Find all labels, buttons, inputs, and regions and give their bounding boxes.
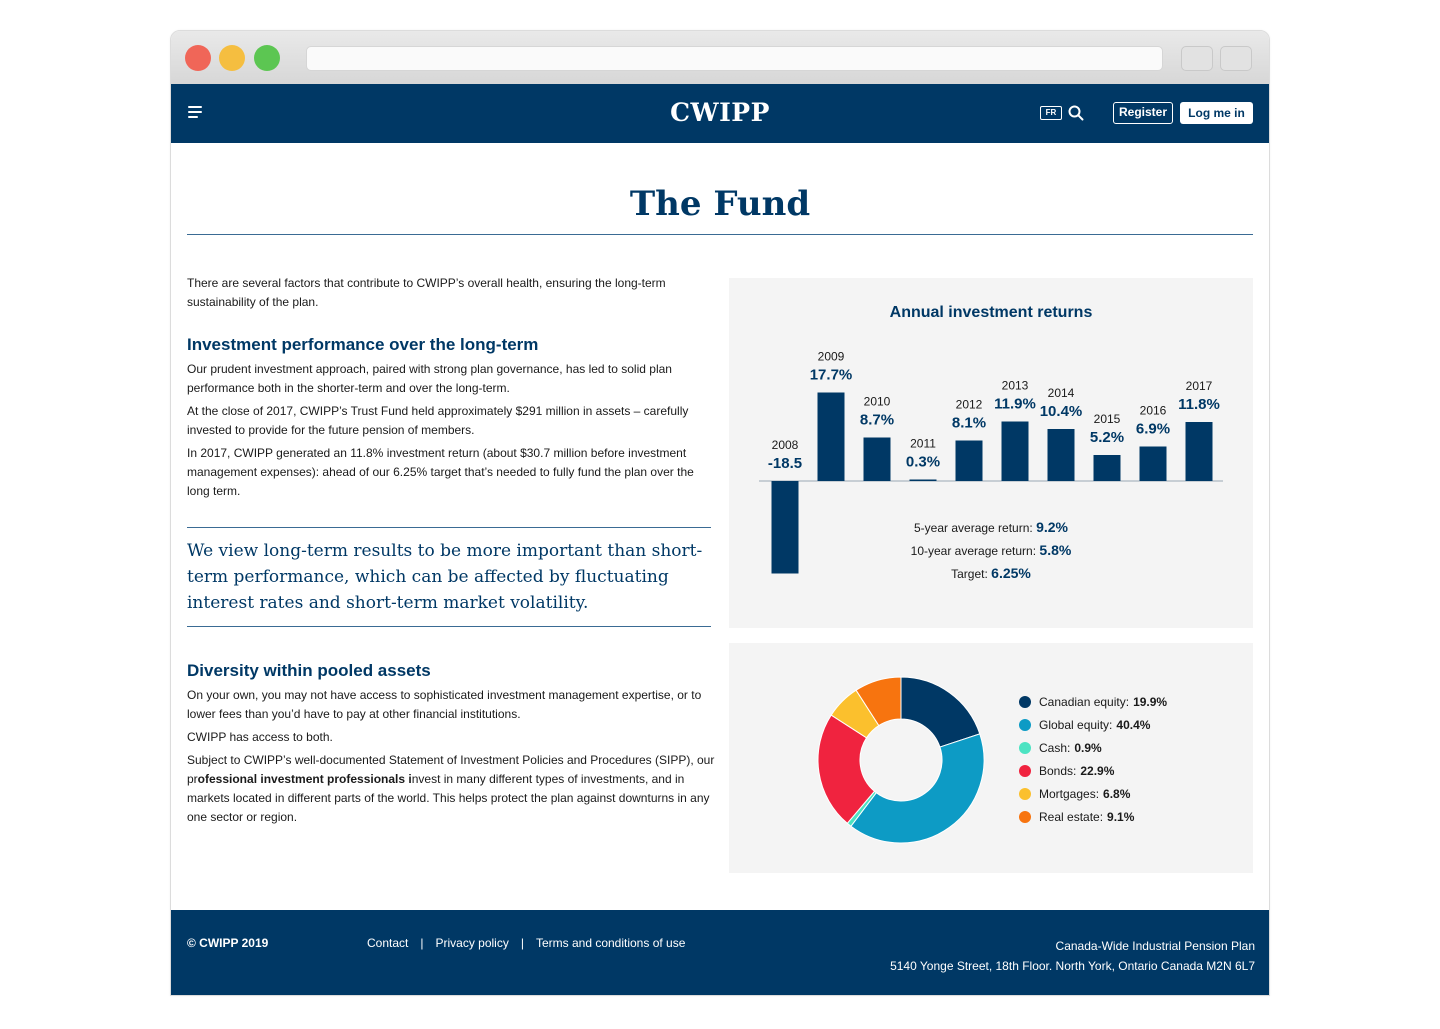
main-content (187, 274, 715, 827)
performance-paragraph-1: Our prudent investment approach, paired with strong plan governance, has led to solid plan performance both in the shorter-term and over the long-term. (187, 362, 672, 395)
bar-year-label: 2008 (771, 438, 799, 452)
bar-2015 (1094, 455, 1121, 481)
legend-swatch (1019, 811, 1031, 823)
legend-swatch (1019, 742, 1031, 754)
legend-item-global-equity: Global equity: 40.4% (1019, 718, 1167, 741)
browser-window (170, 30, 1270, 996)
bar-year-label: 2010 (863, 394, 891, 409)
footer-links (367, 936, 685, 950)
chart-title: Annual investment returns (889, 304, 1093, 321)
bar-2010 (864, 438, 891, 482)
org-name: Canada-Wide Industrial Pension Plan (1055, 939, 1255, 953)
bar-2016 (1140, 447, 1167, 482)
bar-value-label: -18.5 (767, 455, 803, 472)
close-window-button[interactable] (185, 45, 211, 71)
bar-value-label: 8.7% (859, 411, 895, 429)
address-bar[interactable] (306, 46, 1163, 71)
bar-year-label: 2012 (955, 397, 983, 412)
performance-paragraph-3: In 2017, CWIPP generated an 11.8% investment return (about $30.7 million before investment management expenses): ahead of our 6.25% target that’s needed to fully fund the plan over the long term. (187, 446, 694, 498)
asset-mix-donut-chart (729, 643, 989, 873)
diversity-paragraph-2: CWIPP has access to both. (187, 730, 333, 744)
legend-item-bonds: Bonds: 22.9% (1019, 764, 1167, 787)
bar-year-label: 2011 (910, 436, 936, 451)
donut-slice-canadian-equity (901, 677, 980, 747)
legend-item-real-estate: Real estate: 9.1% (1019, 810, 1167, 833)
bar-value-label: 11.9% (994, 395, 1036, 413)
bar-2014 (1048, 429, 1075, 481)
site-footer (171, 910, 1270, 996)
legend-swatch (1019, 765, 1031, 777)
legend-item-cash: Cash: 0.9% (1019, 741, 1167, 764)
asset-mix-panel (729, 643, 1253, 873)
language-toggle[interactable]: FR (1040, 106, 1062, 120)
legend-swatch (1019, 696, 1031, 708)
returns-chart-panel (729, 278, 1253, 628)
bar-value-label: 11.8% (1178, 396, 1220, 413)
performance-paragraph-2: At the close of 2017, CWIPP’s Trust Fund held approximately $291 million in assets – carefully invested to provide for the future pension of members. (187, 404, 689, 437)
legend-swatch (1019, 719, 1031, 731)
bar-year-label: 2014 (1047, 386, 1075, 400)
quote-divider-top (187, 527, 711, 528)
bar-value-label: 0.3% (905, 453, 941, 471)
browser-button-1[interactable] (1181, 46, 1213, 71)
bar-year-label: 2017 (1185, 379, 1213, 393)
footer-separator: | (520, 936, 524, 950)
search-icon[interactable] (1068, 105, 1084, 121)
bar-2009 (818, 393, 845, 482)
maximize-window-button[interactable] (254, 45, 280, 71)
five-year-average: 5-year average return: 9.2% (914, 519, 1068, 535)
site-logo[interactable]: CWIPP (670, 98, 770, 127)
footer-link-terms[interactable]: Terms and conditions of use (535, 936, 686, 950)
footer-link-contact[interactable]: Contact (367, 936, 409, 950)
footer-link-privacy[interactable]: Privacy policy (435, 936, 509, 950)
minimize-window-button[interactable] (219, 45, 245, 71)
bar-year-label: 2016 (1139, 403, 1167, 418)
page-title: The Fund (629, 184, 811, 224)
register-button[interactable]: Register (1113, 102, 1173, 124)
legend-swatch (1019, 788, 1031, 800)
legend-item-canadian-equity: Canadian equity: 19.9% (1019, 695, 1167, 718)
bar-2012 (956, 441, 983, 482)
site-header (171, 84, 1269, 143)
diversity-paragraph-1: On your own, you may not have access to sophisticated investment management expertise, or to lower fees than you’d have to pay at other financial institutions. (187, 688, 702, 721)
ten-year-average: 10-year average return: 5.8% (910, 542, 1072, 558)
bar-value-label: 17.7% (809, 366, 853, 384)
bar-2011 (910, 480, 937, 482)
asset-mix-legend (1019, 695, 1167, 833)
bar-2017 (1186, 422, 1213, 481)
bar-year-label: 2013 (1001, 378, 1029, 393)
browser-chrome (171, 31, 1269, 84)
bar-value-label: 5.2% (1089, 429, 1125, 446)
footer-address (890, 936, 1255, 976)
intro-text: There are several factors that contribute to CWIPP’s overall health, ensuring the long-term sustainability of the plan. (187, 276, 666, 309)
section-heading-performance: Investment performance over the long-term (187, 335, 539, 354)
bar-value-label: 8.1% (951, 414, 987, 432)
bar-year-label: 2009 (817, 349, 845, 364)
title-divider (187, 234, 1253, 235)
pull-quote: We view long-term results to be more important than short-term performance, which can be affected by fluctuating interest rates and short-term market volatility. (187, 541, 703, 613)
section-heading-diversity: Diversity within pooled assets (187, 661, 431, 680)
bar-2013 (1002, 422, 1029, 482)
login-button[interactable]: Log me in (1180, 102, 1253, 124)
street-address: 5140 Yonge Street, 18th Floor. North York, Ontario Canada M2N 6L7 (890, 959, 1255, 973)
diversity-paragraph-3: Subject to CWIPP’s well-documented Statement of Investment Policies and Procedures (SIPP), our professional investment professionals invest in many different types of investments, and in markets located in different parts of the world. This helps protect the plan against downturns in any one sector or region. (187, 753, 715, 824)
bar-value-label: 10.4% (1039, 403, 1083, 420)
bar-year-label: 2015 (1093, 412, 1121, 426)
browser-button-2[interactable] (1220, 46, 1252, 71)
copyright: © CWIPP 2019 (187, 936, 269, 950)
bar-value-label: 6.9% (1135, 420, 1171, 438)
target-return: Target: 6.25% (951, 565, 1031, 581)
legend-item-mortgages: Mortgages: 6.8% (1019, 787, 1167, 810)
quote-divider-bottom (187, 626, 711, 627)
footer-separator: | (420, 936, 424, 950)
